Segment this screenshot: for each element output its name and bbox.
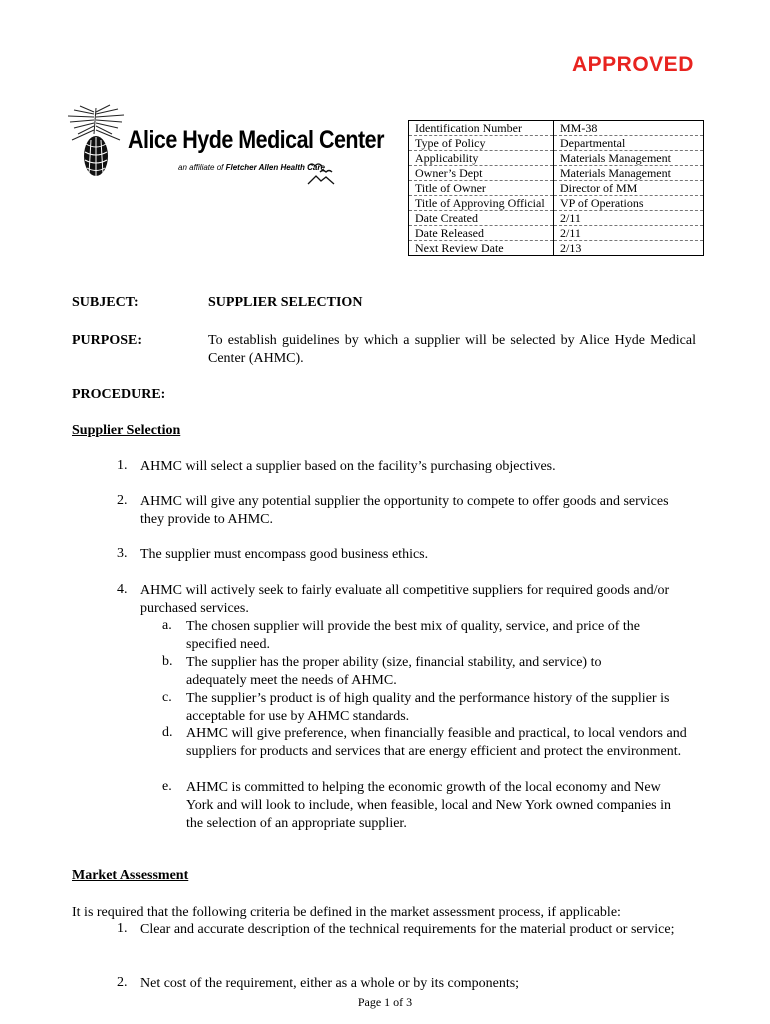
policy-info-value: Director of MM: [554, 181, 704, 196]
mountain-birds-icon: [306, 160, 336, 188]
policy-info-key: Title of Approving Official: [409, 196, 554, 211]
policy-info-value: Departmental: [554, 136, 704, 151]
list-item-number: 2.: [117, 975, 128, 990]
market-assessment-intro: It is required that the following criteria be defined in the market assessment process, if applicable:: [72, 905, 621, 920]
logo-affiliate-prefix: an affiliate of: [178, 163, 224, 172]
policy-info-value: VP of Operations: [554, 196, 704, 211]
policy-info-key: Identification Number: [409, 121, 554, 136]
subject-value: SUPPLIER SELECTION: [208, 295, 363, 310]
sublist-item: The supplier’s product is of high quality and the performance history of the supplier is acceptable for use by AHMC standards.: [186, 691, 670, 724]
list-item: Clear and accurate description of the technical requirements for the material product or service;: [140, 922, 675, 937]
policy-info-table: [408, 120, 704, 256]
policy-info-row: [409, 166, 704, 181]
sublist-item-letter: c.: [162, 690, 172, 705]
sublist-item: The chosen supplier will provide the best mix of quality, service, and price of the specified need.: [186, 619, 640, 652]
list-item-number: 1.: [117, 921, 128, 936]
policy-info-key: Date Released: [409, 226, 554, 241]
policy-info-value: 2/13: [554, 241, 704, 256]
list-item: AHMC will select a supplier based on the facility’s purchasing objectives.: [140, 459, 556, 474]
market-assessment-heading: Market Assessment: [72, 868, 189, 883]
policy-info-row: [409, 226, 704, 241]
policy-info-value: Materials Management: [554, 151, 704, 166]
policy-info-row: [409, 121, 704, 136]
list-item: The supplier must encompass good business ethics.: [140, 547, 429, 562]
pine-cone-icon: [66, 104, 128, 190]
approved-stamp: APPROVED: [572, 53, 694, 76]
list-item: AHMC will give any potential supplier the opportunity to compete to offer goods and services they provide to AHMC.: [140, 494, 669, 527]
logo-hospital-name: Alice Hyde Medical Center: [128, 126, 384, 154]
policy-info-key: Type of Policy: [409, 136, 554, 151]
sublist-item-letter: d.: [162, 725, 173, 740]
policy-info-value: 2/11: [554, 226, 704, 241]
logo-affiliate-name: Fletcher Allen Health Care: [225, 163, 325, 172]
sublist-item: The supplier has the proper ability (size, financial stability, and service) to adequately meet the needs of AHMC.: [186, 655, 602, 688]
list-item-number: 4.: [117, 582, 128, 597]
policy-info-row: [409, 136, 704, 151]
sublist-item: AHMC will give preference, when financially feasible and practical, to local vendors and suppliers for products and services that are energy efficient and protect the environment.: [186, 726, 687, 759]
policy-info-key: Owner’s Dept: [409, 166, 554, 181]
purpose-text: To establish guidelines by which a supplier will be selected by Alice Hyde Medical Center (AHMC).: [208, 333, 696, 366]
policy-info-value: MM-38: [554, 121, 704, 136]
policy-info-row: [409, 241, 704, 256]
list-item-number: 2.: [117, 493, 128, 508]
policy-info-key: Date Created: [409, 211, 554, 226]
policy-info-row: [409, 196, 704, 211]
policy-info-value: Materials Management: [554, 166, 704, 181]
list-item: Net cost of the requirement, either as a whole or by its components;: [140, 976, 520, 991]
list-item-number: 1.: [117, 458, 128, 473]
policy-info-key: Title of Owner: [409, 181, 554, 196]
policy-info-key: Next Review Date: [409, 241, 554, 256]
logo-affiliate-line: [178, 163, 325, 172]
policy-info-key: Applicability: [409, 151, 554, 166]
supplier-selection-heading: Supplier Selection: [72, 423, 181, 438]
policy-info-value: 2/11: [554, 211, 704, 226]
list-item-number: 3.: [117, 546, 128, 561]
hospital-logo: [66, 104, 384, 190]
sublist-item-letter: b.: [162, 654, 173, 669]
sublist-item-letter: a.: [162, 618, 172, 633]
policy-info-row: [409, 211, 704, 226]
policy-info-row: [409, 151, 704, 166]
sublist-item: AHMC is committed to helping the economic growth of the local economy and New York and will look to include, when feasible, local and New York owned companies in the selection of an appropriate supplier.: [186, 780, 671, 831]
list-item: AHMC will actively seek to fairly evaluate all competitive suppliers for required goods and/or purchased services.: [140, 583, 670, 616]
subject-label: SUBJECT:: [72, 295, 139, 310]
page-number: Page 1 of 3: [357, 995, 413, 1009]
sublist-item-letter: e.: [162, 779, 172, 794]
purpose-label: PURPOSE:: [72, 333, 142, 348]
procedure-label: PROCEDURE:: [72, 387, 166, 402]
policy-info-row: [409, 181, 704, 196]
